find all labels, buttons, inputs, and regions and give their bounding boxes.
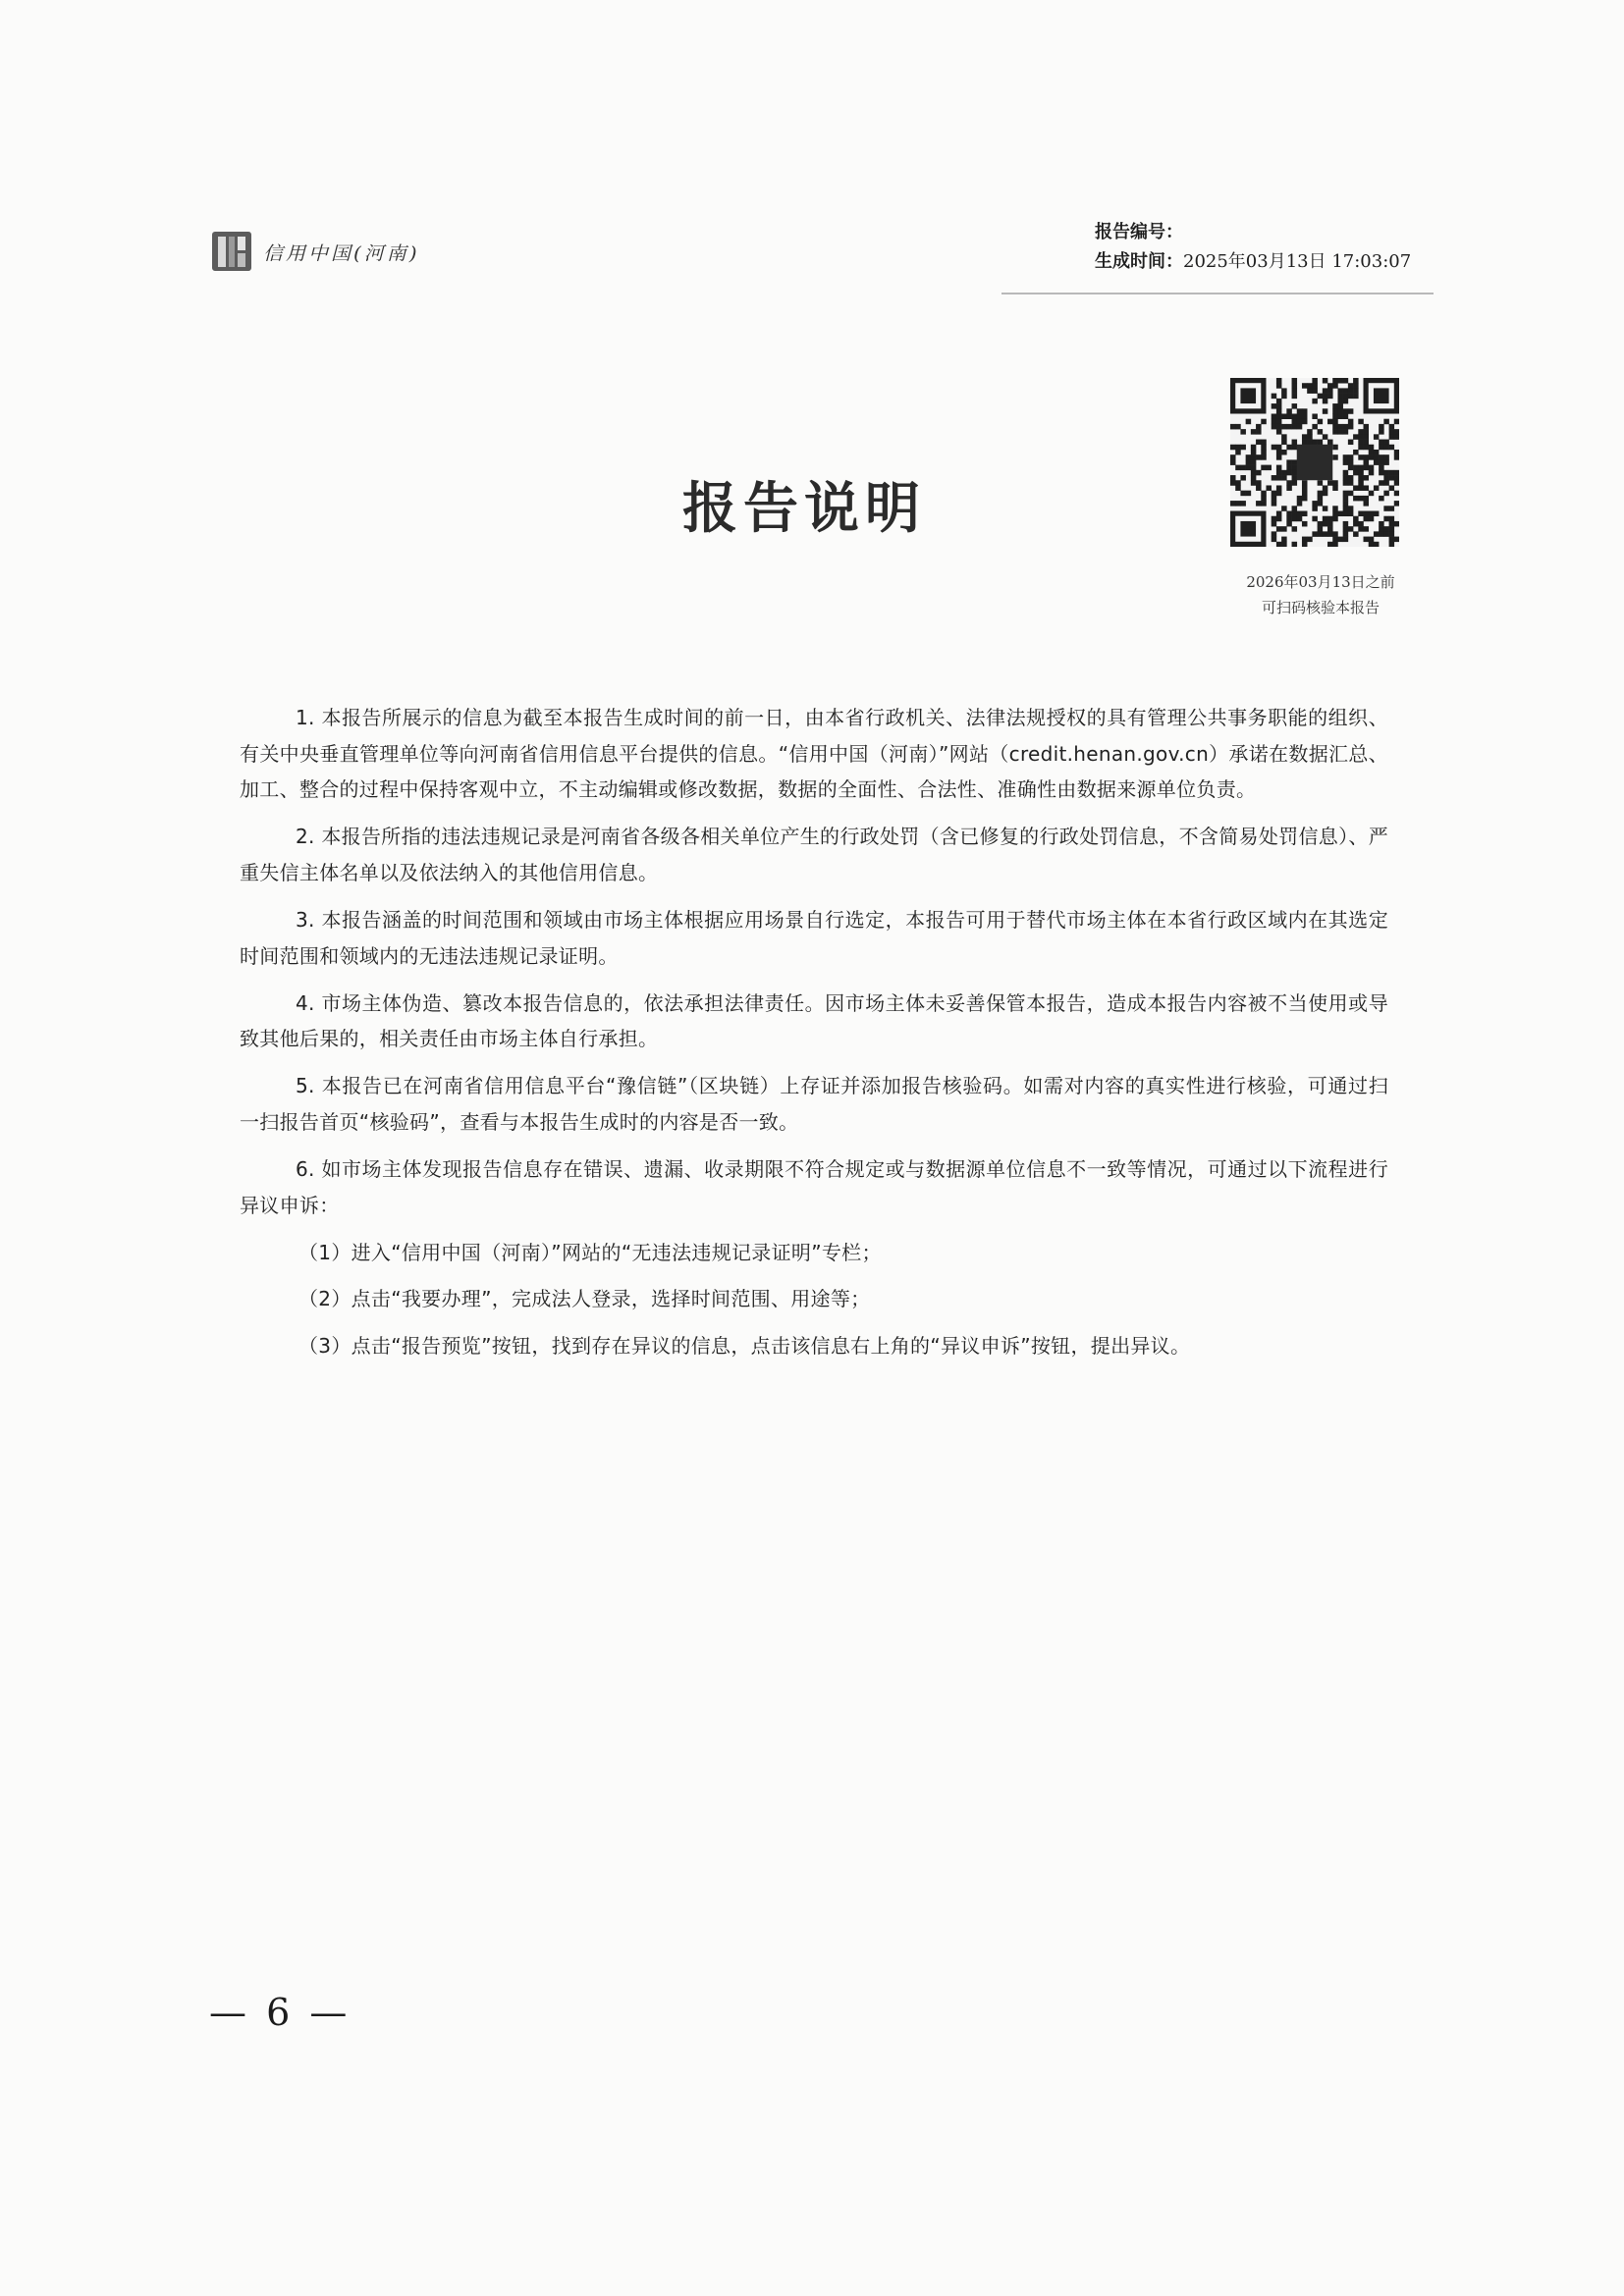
report-number-label: 报告编号：: [1095, 222, 1183, 242]
logo-text: 信用中国(河南): [263, 241, 420, 264]
note-paragraph: 2. 本报告所指的违法违规记录是河南省各级各相关单位产生的行政处罚（含已修复的行政处罚信息，不含简易处罚信息）、严重失信主体名单以及依法纳入的其他信用信息。: [240, 825, 1388, 884]
qr-caption-deadline: 2026年03月13日之前: [1246, 573, 1395, 591]
report-notes: [240, 700, 1388, 1375]
site-logo: [210, 228, 420, 275]
note-paragraph: 3. 本报告涵盖的时间范围和领域由市场主体根据应用场景自行选定，本报告可用于替代市场主体在本省行政区域内在其选定时间范围和领域内的无违法违规记录证明。: [240, 907, 1388, 968]
appeal-step: （1）进入“信用中国（河南）”网站的“无违法违规记录证明”专栏；: [298, 1240, 882, 1264]
header-divider: [1001, 293, 1434, 294]
generated-time-value: 2025年03月13日 17:03:07: [1183, 251, 1412, 272]
note-paragraph: 5. 本报告已在河南省信用信息平台“豫信链”（区块链）上存证并添加报告核验码。如需对内容的真实性进行核验，可通过扫一扫报告首页“核验码”，查看与本报告生成时的内容是否一致。: [240, 1074, 1388, 1134]
page-number: — 6 —: [209, 1991, 352, 2034]
report-number-row: [1095, 218, 1411, 247]
appeal-step: （2）点击“我要办理”，完成法人登录，选择时间范围、用途等；: [298, 1287, 871, 1311]
note-paragraph: 6. 如市场主体发现报告信息存在错误、遗漏、收录期限不符合规定或与数据源单位信息不一致等情况，可通过以下流程进行异议申诉：: [240, 1157, 1388, 1217]
logo-emblem-icon: [210, 228, 253, 275]
appeal-step: （3）点击“报告预览”按钮，找到存在异议的信息，点击该信息右上角的“异议申诉”按钮，提出异议。: [298, 1333, 1191, 1358]
note-paragraph: 1. 本报告所展示的信息为截至本报告生成时间的前一日，由本省行政机关、法律法规授权的具有管理公共事务职能的组织、有关中央垂直管理单位等向河南省信用信息平台提供的信息。“信用中国（河南）”网站（credit.henan.gov.cn）承诺在数据汇总、加工、整合的过程中保持客观中立，不主动编辑或修改数据，数据的全面性、合法性、准确性由数据来源单位负责。: [240, 706, 1388, 802]
qr-caption: [1218, 569, 1424, 620]
qr-caption-instruction: 可扫码核验本报告: [1261, 599, 1380, 616]
page-title: 报告说明: [682, 477, 926, 541]
report-meta: [1095, 218, 1411, 277]
verification-qr-code: [1230, 378, 1399, 547]
note-paragraph: 4. 市场主体伪造、篡改本报告信息的，依法承担法律责任。因市场主体未妥善保管本报告，造成本报告内容被不当使用或导致其他后果的，相关责任由市场主体自行承担。: [240, 990, 1388, 1051]
generated-time-row: [1095, 247, 1411, 277]
generated-time-label: 生成时间：: [1095, 251, 1183, 272]
